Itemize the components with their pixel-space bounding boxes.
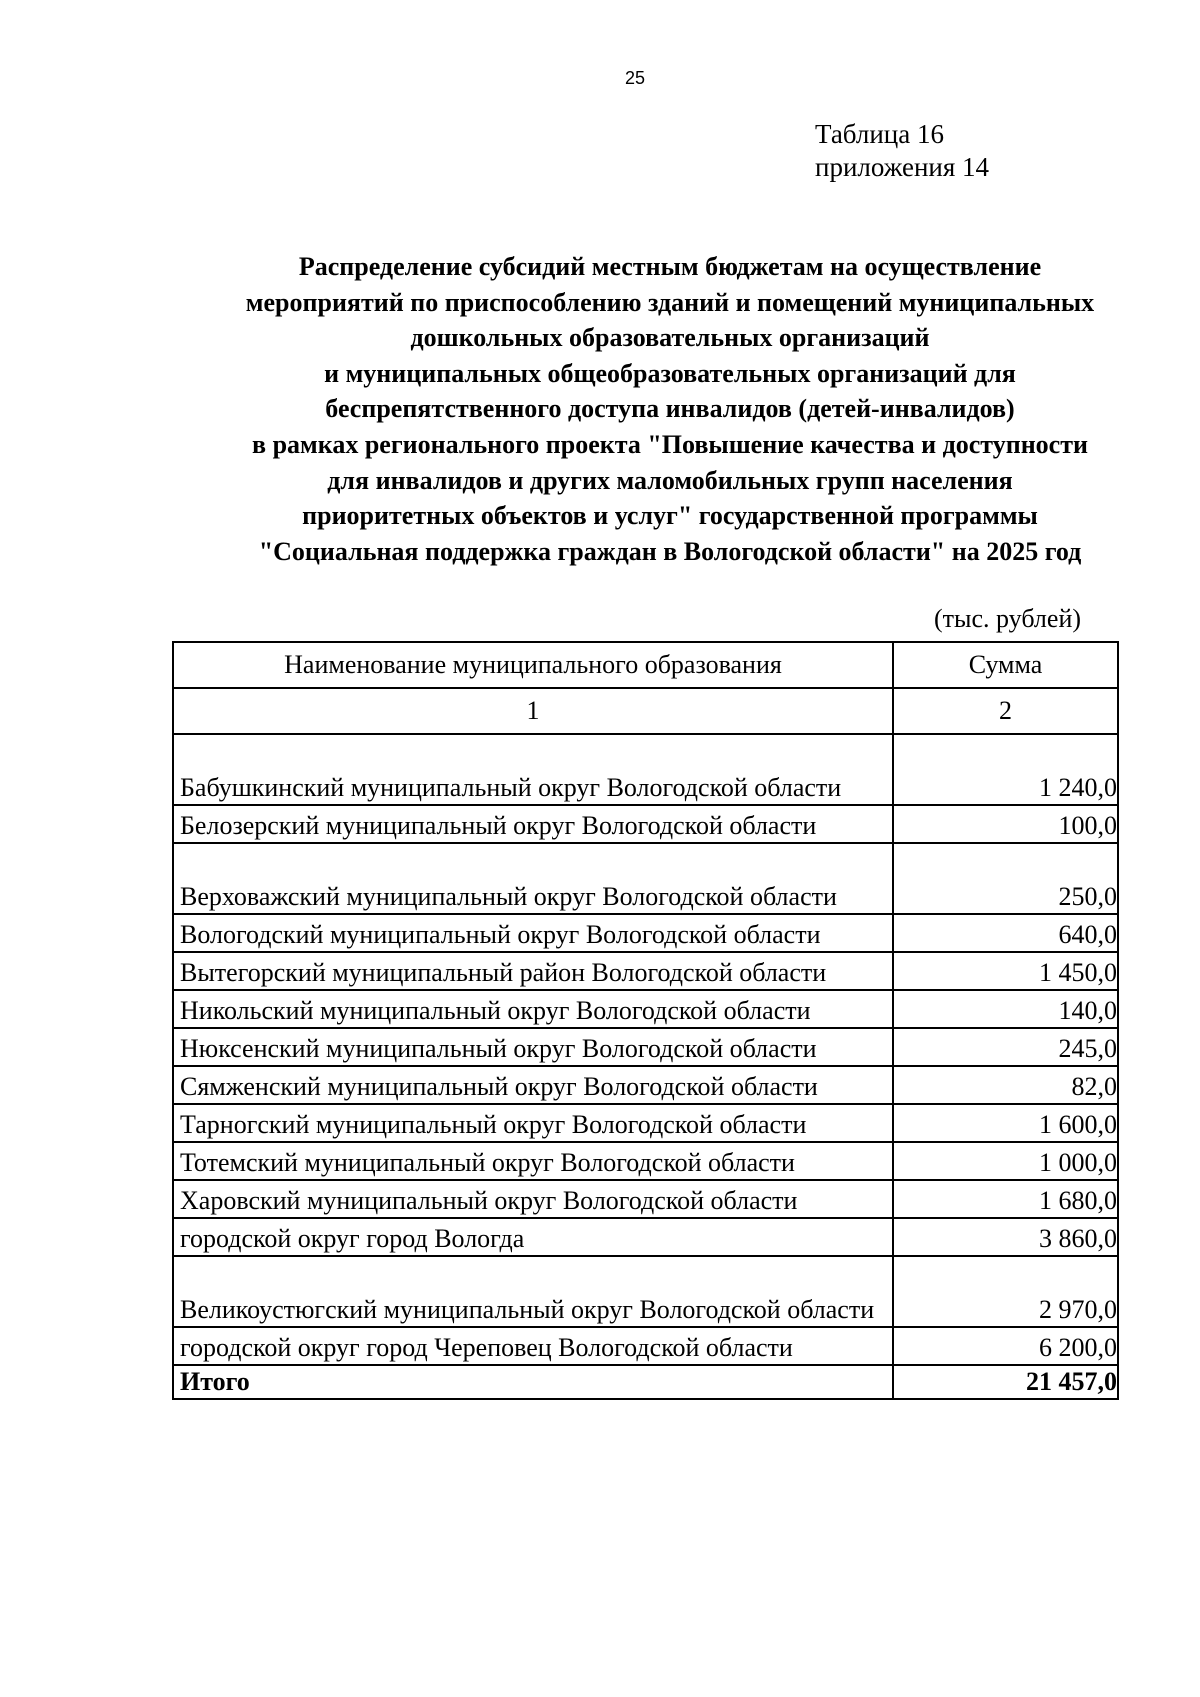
subsidy-amount: 100,0 (893, 805, 1118, 843)
document-title (130, 249, 1200, 569)
header-amount: Сумма (893, 642, 1118, 688)
total-amount: 21 457,0 (893, 1365, 1118, 1399)
municipality-name: Нюксенский муниципальный округ Вологодской области (173, 1028, 893, 1066)
subsidy-amount: 640,0 (893, 914, 1118, 952)
title-line: Распределение субсидий местным бюджетам на осуществление (298, 252, 1042, 281)
table-row (173, 1104, 1118, 1142)
column-number: 2 (893, 688, 1118, 734)
subsidy-amount: 245,0 (893, 1028, 1118, 1066)
table-row (173, 1028, 1118, 1066)
municipality-name: Бабушкинский муниципальный округ Вологодской области (173, 734, 893, 805)
total-row (173, 1365, 1118, 1399)
distribution-table (172, 641, 1119, 1400)
subsidy-amount: 1 600,0 (893, 1104, 1118, 1142)
table-row (173, 1327, 1118, 1365)
table-row (173, 805, 1118, 843)
table-row (173, 843, 1118, 914)
total-label: Итого (173, 1365, 893, 1399)
title-line: дошкольных образовательных организаций (410, 323, 930, 353)
municipality-name: городской округ город Вологда (173, 1218, 893, 1256)
subsidy-amount: 1 680,0 (893, 1180, 1118, 1218)
title-line: приоритетных объектов и услуг" государственной программы (302, 501, 1038, 531)
municipality-name: Никольский муниципальный округ Вологодской области (173, 990, 893, 1028)
subsidy-amount: 6 200,0 (893, 1327, 1118, 1365)
table-number: Таблица 16 (815, 119, 944, 149)
subsidy-amount: 250,0 (893, 843, 1118, 914)
title-line: мероприятий по приспособлению зданий и помещений муниципальных (245, 287, 1095, 317)
table-reference (815, 118, 989, 184)
subsidy-amount: 2 970,0 (893, 1256, 1118, 1327)
municipality-name: Тотемский муниципальный округ Вологодской области (173, 1142, 893, 1180)
title-line: в рамках регионального проекта "Повышение качества и доступности (252, 429, 1088, 459)
column-number-row (173, 688, 1118, 734)
appendix-number: приложения 14 (815, 152, 990, 182)
municipality-name: Вытегорский муниципальный район Вологодской области (173, 952, 893, 990)
column-number: 1 (173, 688, 893, 734)
subsidy-amount: 82,0 (893, 1066, 1118, 1104)
municipality-name: Тарногский муниципальный округ Вологодской области (173, 1104, 893, 1142)
subsidy-amount: 1 240,0 (893, 734, 1118, 805)
municipality-name: Белозерский муниципальный округ Вологодской области (173, 805, 893, 843)
table-row (173, 1180, 1118, 1218)
subsidy-amount: 3 860,0 (893, 1218, 1118, 1256)
table-row (173, 734, 1118, 805)
subsidy-amount: 1 450,0 (893, 952, 1118, 990)
table-header-row (173, 642, 1118, 688)
subsidy-amount: 1 000,0 (893, 1142, 1118, 1180)
title-line: беспрепятственного доступа инвалидов (детей-инвалидов) (325, 394, 1015, 424)
municipality-name: Харовский муниципальный округ Вологодской области (173, 1180, 893, 1218)
table-row (173, 1256, 1118, 1327)
table-row (173, 1066, 1118, 1104)
municipality-name: Верховажский муниципальный округ Вологодской области (173, 843, 893, 914)
header-name: Наименование муниципального образования (173, 642, 893, 688)
title-line: для инвалидов и других маломобильных групп населения (327, 465, 1013, 495)
subsidy-amount: 140,0 (893, 990, 1118, 1028)
table-row (173, 1218, 1118, 1256)
title-line: "Социальная поддержка граждан в Вологодской области" на 2025 год (258, 536, 1082, 566)
municipality-name: Сямженский муниципальный округ Вологодской области (173, 1066, 893, 1104)
page-number: 25 (624, 68, 646, 88)
table-row (173, 914, 1118, 952)
title-line: и муниципальных общеобразовательных организаций для (324, 358, 1016, 388)
table-row (173, 990, 1118, 1028)
municipality-name: Великоустюгский муниципальный округ Вологодской области (173, 1256, 893, 1327)
municipality-name: городской округ город Череповец Вологодской области (173, 1327, 893, 1365)
units-label: (тыс. рублей) (934, 604, 1082, 633)
municipality-name: Вологодский муниципальный округ Вологодской области (173, 914, 893, 952)
table-row (173, 1142, 1118, 1180)
table-row (173, 952, 1118, 990)
